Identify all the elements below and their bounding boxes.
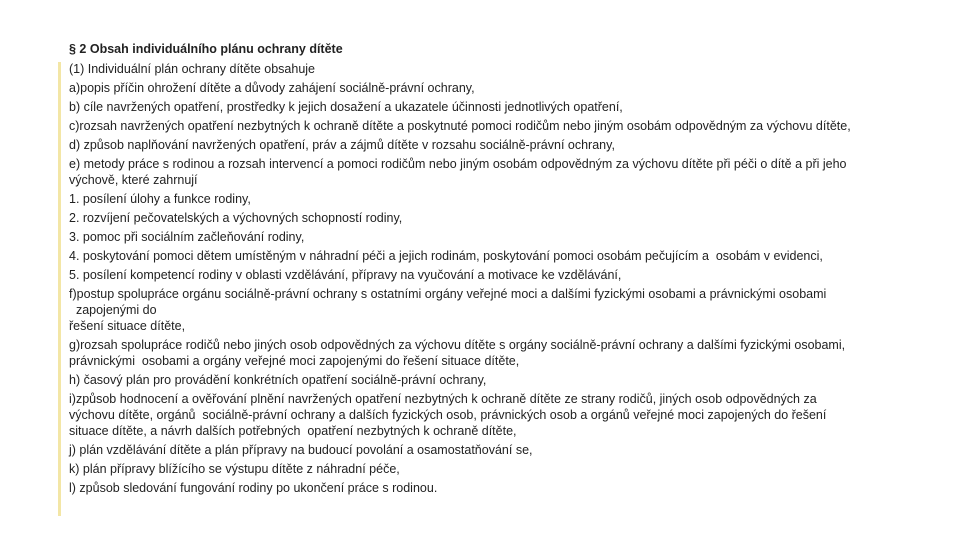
item-f: [69, 286, 949, 334]
item-f-line-3: řešení situace dítěte,: [69, 319, 186, 333]
accent-bar: [58, 62, 61, 516]
item-e-1: 1. posílení úlohy a funkce rodiny,: [69, 192, 251, 206]
item-j: j) plán vzdělávání dítěte a plán přípravy na budoucí povolání a osamostatňování se,: [69, 443, 533, 457]
item-e-line-2: výchově, které zahrnují: [69, 173, 198, 187]
item-e-5: 5. posílení kompetencí rodiny v oblasti vzdělávání, přípravy na vyučování a motivace ke vzdělávání,: [69, 268, 622, 282]
item-h: h) časový plán pro provádění konkrétních opatření sociálně-právní ochrany,: [69, 373, 487, 387]
item-g-line-2: právnickými osobami a orgány veřejné moci zapojenými do řešení situace dítěte,: [69, 354, 520, 368]
item-intro: (1) Individuální plán ochrany dítěte obsahuje: [69, 62, 315, 76]
item-d: d) způsob naplňování navržených opatření, práv a zájmů dítěte v rozsahu sociálně-právní ochrany,: [69, 138, 615, 152]
item-e-line-1: e) metody práce s rodinou a rozsah intervencí a pomoci rodičům nebo jiným osobám odpovědným za výchovu dítěte při péči o dítě a při jeho: [69, 157, 847, 171]
item-g-line-1: g)rozsah spolupráce rodičů nebo jiných osob odpovědných za výchovu dítěte s orgány sociálně-právní ochrany a dalšími fyzickými osobami,: [69, 338, 846, 352]
item-e-2: 2. rozvíjení pečovatelských a výchovných schopností rodiny,: [69, 211, 403, 225]
item-e: [69, 156, 949, 188]
item-f-line-1: f)postup spolupráce orgánu sociálně-právní ochrany s ostatními orgány veřejné moci a dalšími fyzickými osobami a právnickými osobami: [69, 287, 827, 301]
item-a: a)popis příčin ohrožení dítěte a důvody zahájení sociálně-právní ochrany,: [69, 81, 475, 95]
item-l: l) způsob sledování fungování rodiny po ukončení práce s rodinou.: [69, 481, 438, 495]
item-g: [69, 337, 949, 369]
item-i-line-2: výchovu dítěte, orgánů sociálně-právní ochrany a dalších fyzických osob, právnických osob a orgánů veřejné moci zapojených do řešení: [69, 408, 827, 422]
document-title: § 2 Obsah individuálního plánu ochrany dítěte: [69, 42, 343, 56]
item-f-line-2: zapojenými do: [69, 303, 157, 317]
item-i: [69, 391, 949, 439]
item-i-line-3: situace dítěte, a návrh dalších potřebných opatření nezbytných k ochraně dítěte,: [69, 424, 517, 438]
item-c: c)rozsah navržených opatření nezbytných k ochraně dítěte a poskytnuté pomoci rodičům nebo jiným osobám odpovědným za výchovu dítěte,: [69, 119, 851, 133]
item-i-line-1: i)způsob hodnocení a ověřování plnění navržených opatření nezbytných k ochraně dítěte ze strany rodičů, jiných osob odpovědných za: [69, 392, 817, 406]
item-k: k) plán přípravy blížícího se výstupu dítěte z náhradní péče,: [69, 462, 400, 476]
item-e-4: 4. poskytování pomoci dětem umístěným v náhradní péči a jejich rodinám, poskytování pomoci osobám pečujícím a osobám v evidenci,: [69, 249, 823, 263]
item-e-3: 3. pomoc při sociálním začleňování rodiny,: [69, 230, 305, 244]
document-body: [69, 40, 949, 499]
item-b: b) cíle navržených opatření, prostředky k jejich dosažení a ukazatele účinnosti jednotlivých opatření,: [69, 100, 623, 114]
